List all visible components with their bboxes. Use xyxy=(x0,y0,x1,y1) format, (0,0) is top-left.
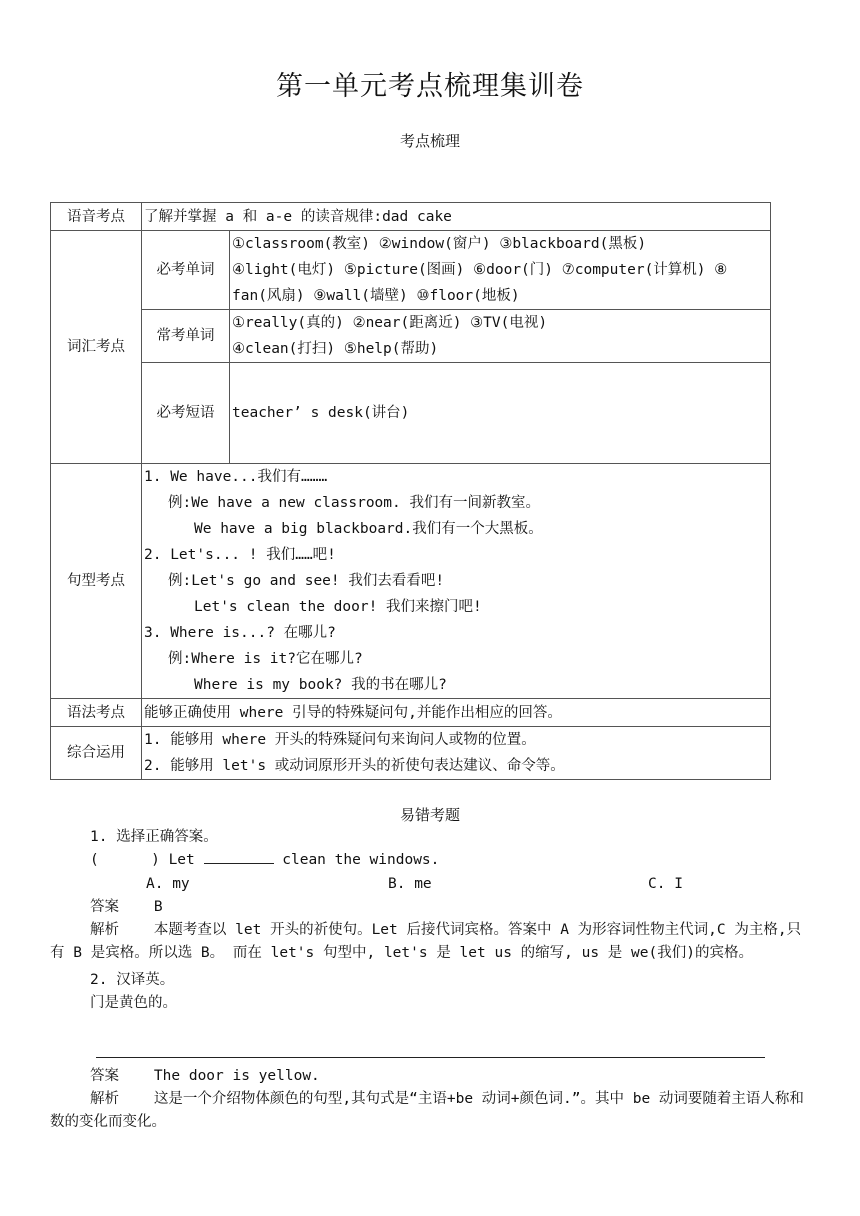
must-words-line: ④light(电灯) ⑤picture(图画) ⑥door(门) ⑦computer(计算机) ⑧ xyxy=(232,262,728,278)
q2-analysis xyxy=(50,1088,812,1134)
q1-answer-label: 答案 xyxy=(90,899,119,915)
sentence-line: 例:We have a new classroom. 我们有一间新教室。 xyxy=(168,495,540,511)
grammar-content: 能够正确使用 where 引导的特殊疑问句,并能作出相应的回答。 xyxy=(142,699,771,727)
sentence-line: We have a big blackboard.我们有一个大黑板。 xyxy=(194,521,543,537)
q1-solution xyxy=(50,896,812,1015)
q2-analysis-label: 解析 xyxy=(90,1091,119,1107)
sentence-line: 2. Let's... ! 我们……吧! xyxy=(144,547,336,563)
q1-blank xyxy=(204,849,274,864)
q1-analysis-label: 解析 xyxy=(90,922,119,938)
sentence-line: 3. Where is...? 在哪儿? xyxy=(144,625,336,641)
row-phonics xyxy=(51,203,771,231)
section-title-key-points: 考点梳理 xyxy=(399,132,460,150)
q1-answer xyxy=(50,896,812,919)
q1-option-a: A. my xyxy=(146,876,190,892)
sentence-line: Where is my book? 我的书在哪儿? xyxy=(194,677,447,693)
row-grammar xyxy=(51,699,771,727)
category-sentences: 句型考点 xyxy=(51,464,142,699)
q1-stem-b: clean the windows. xyxy=(282,852,440,868)
common-words-line: ④clean(打扫) ⑤help(帮助) xyxy=(232,341,439,357)
q2-solution xyxy=(50,1065,812,1134)
q2-answer xyxy=(50,1065,812,1088)
q1-paren: ( ) xyxy=(90,852,160,868)
page-title: 第一单元考点梳理集训卷 xyxy=(276,71,584,102)
category-grammar: 语法考点 xyxy=(51,699,142,727)
q2-analysis-text: 这是一个介绍物体颜色的句型,其句式是“主语+be 动词+颜色词.”。其中 be 动词要随着主语人称和数的变化而变化。 xyxy=(50,1091,804,1130)
common-words-content xyxy=(230,310,771,363)
category-usage: 综合运用 xyxy=(51,727,142,780)
category-vocab: 词汇考点 xyxy=(51,231,142,464)
q1-stem xyxy=(50,849,812,872)
label-must-phrases: 必考短语 xyxy=(142,363,230,464)
q2-answer-value: The door is yellow. xyxy=(153,1068,320,1084)
sentence-line: Let's clean the door! 我们来擦门吧! xyxy=(194,599,482,615)
must-words-line: fan(风扇) ⑨wall(墙壁) ⑩floor(地板) xyxy=(232,288,520,304)
row-must-words xyxy=(51,231,771,310)
sentences-content xyxy=(142,464,771,699)
row-usage xyxy=(51,727,771,780)
must-words-line: ①classroom(教室) ②window(窗户) ③blackboard(黑板) xyxy=(232,236,647,252)
phonics-content: 了解并掌握 a 和 a-e 的读音规律:dad cake xyxy=(142,203,771,231)
q1-answer-value: B xyxy=(153,899,163,915)
category-phonics: 语音考点 xyxy=(51,203,142,231)
common-words-line: ①really(真的) ②near(距离近) ③TV(电视) xyxy=(232,315,548,331)
label-common-words: 常考单词 xyxy=(142,310,230,363)
q1-analysis-text: 本题考查以 let 开头的祈使句。Let 后接代词宾格。答案中 A 为形容词性物主代词,C 为主格,只有 B 是宾格。所以选 B。 而在 let's 句型中, let's 是 let us 的缩写, us 是 we(我们)的宾格。 xyxy=(50,922,802,961)
sentence-line: 1. We have...我们有……… xyxy=(144,469,328,485)
usage-line: 1. 能够用 where 开头的特殊疑问句来询问人或物的位置。 xyxy=(144,732,536,748)
q1-option-c: C. I xyxy=(648,876,683,892)
must-phrases-content: teacher’ s desk(讲台) xyxy=(230,363,771,464)
q1-option-b: B. me xyxy=(388,876,432,892)
label-must-words: 必考单词 xyxy=(142,231,230,310)
question-1 xyxy=(50,826,812,872)
q2-answer-line xyxy=(96,1057,765,1058)
row-must-phrases xyxy=(51,363,771,464)
sentence-line: 例:Where is it?它在哪儿? xyxy=(168,651,363,667)
key-points-table xyxy=(50,202,771,780)
row-common-words xyxy=(51,310,771,363)
must-words-content xyxy=(230,231,771,310)
usage-line: 2. 能够用 let's 或动词原形开头的祈使句表达建议、命令等。 xyxy=(144,758,565,774)
q2-stem: 门是黄色的。 xyxy=(90,995,177,1011)
section-title-common-errors: 易错考题 xyxy=(399,806,460,824)
q2-answer-label: 答案 xyxy=(90,1068,119,1084)
q1-analysis xyxy=(50,919,812,965)
row-sentences xyxy=(51,464,771,699)
q1-stem-a: Let xyxy=(168,852,195,868)
usage-content xyxy=(142,727,771,780)
q1-prompt: 1. 选择正确答案。 xyxy=(90,829,218,845)
sentence-line: 例:Let's go and see! 我们去看看吧! xyxy=(168,573,445,589)
q2-prompt: 2. 汉译英。 xyxy=(90,972,175,988)
